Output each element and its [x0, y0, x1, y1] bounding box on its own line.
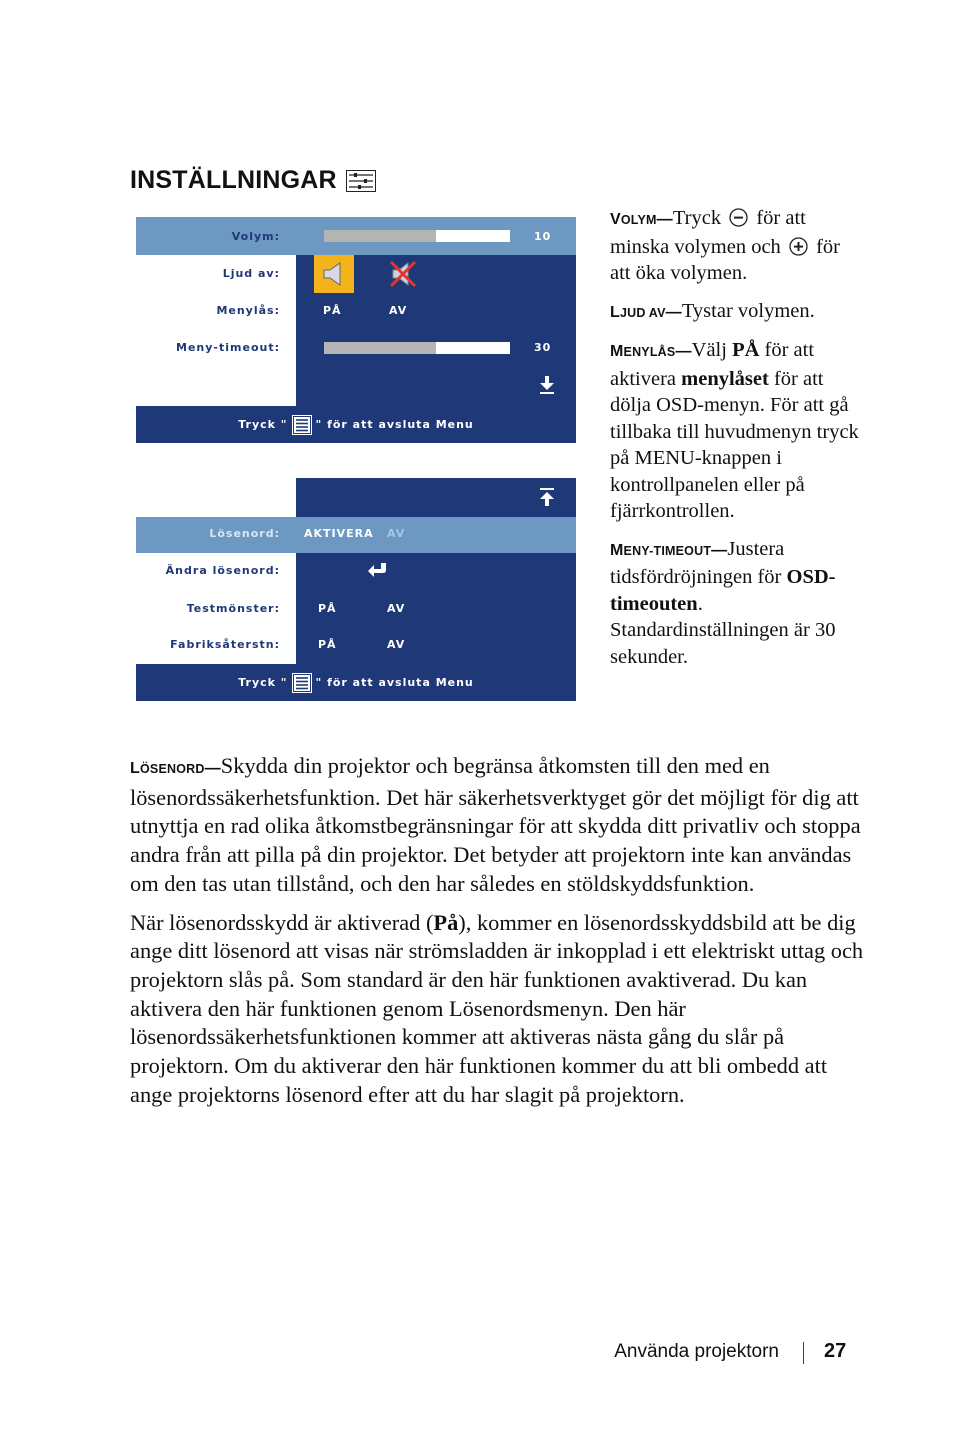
osd-label-fabriksaterstn: Fabriksåterstn:: [170, 638, 280, 651]
settings-sliders-icon: [346, 170, 376, 192]
page-title-text: INSTÄLLNINGAR: [130, 166, 337, 194]
page-footer: [0, 1338, 954, 1368]
osd-label-andra-losenord: Ändra lösenord:: [165, 564, 280, 577]
volym-description: VOLYM—Tryck för att minska volymen och för att öka volymen.: [610, 207, 840, 284]
losenord-section: [130, 752, 866, 1119]
osd-label-meny-timeout: Meny-timeout:: [176, 341, 280, 354]
meny-timeout-value: 30: [534, 341, 552, 354]
settings-descriptions: [610, 205, 862, 681]
osd-label-losenord: Lösenord:: [209, 527, 280, 540]
osd-label-ljud-av: Ljud av:: [222, 267, 280, 280]
footer-section-title: Använda projektorn: [614, 1341, 779, 1362]
exit-hint-post: " för att avsluta Menu: [315, 676, 474, 689]
footer-divider: [803, 1342, 804, 1364]
volume-value: 10: [534, 230, 552, 243]
ljud-av-heading: LJUD AV—: [610, 303, 682, 321]
menu-button-icon: [292, 415, 312, 435]
exit-hint-post: " för att avsluta Menu: [315, 418, 474, 431]
fabriksaterstn-on-option[interactable]: PÅ: [318, 638, 337, 651]
volume-slider-fill: [324, 230, 436, 242]
osd-settings-menu-page2: [136, 478, 576, 701]
losenord-av-option[interactable]: AV: [387, 527, 406, 540]
meny-timeout-slider-fill: [324, 342, 436, 354]
osd-label-volym: Volym:: [231, 230, 280, 243]
testmonster-on-option[interactable]: PÅ: [318, 602, 337, 615]
minus-button-icon: [729, 208, 748, 227]
osd-settings-menu-page1: [136, 217, 576, 443]
speaker-on-icon[interactable]: [314, 255, 354, 293]
plus-button-icon: [789, 237, 808, 256]
enter-arrow-icon[interactable]: [366, 560, 390, 580]
exit-hint-pre: Tryck ": [238, 418, 288, 431]
osd-label-testmonster: Testmönster:: [186, 602, 280, 615]
menylas-description: MENYLÅS—Välj PÅ för att aktivera menylåset för att dölja OSD-menyn. För att gå tillbaka till huvudmenyn tryck på MENU-knappen i kontrollpanelen eller på fjärrkontrollen.: [610, 339, 859, 522]
osd-exit-hint: [136, 406, 576, 443]
exit-hint-pre: Tryck ": [238, 676, 288, 689]
menu-button-icon: [292, 673, 312, 693]
fabriksaterstn-off-option[interactable]: AV: [387, 638, 406, 651]
menylas-off-option[interactable]: AV: [389, 304, 408, 317]
scroll-down-icon[interactable]: [538, 375, 556, 395]
menylas-heading: MENYLÅS—: [610, 343, 692, 360]
meny-timeout-slider[interactable]: [324, 342, 510, 354]
osd-exit-hint: [136, 664, 576, 701]
meny-timeout-heading: MENY-TIMEOUT—: [610, 541, 728, 559]
losenord-paragraph-1: LÖSENORD—Skydda din projektor och begränsa åtkomsten till den med en lösenordssäkerhetsfunktion. Det här säkerhetsverktyget gör det möjligt för dig att utnyttja en rad olika åtkomstbegränsningar för att skydda ditt privatliv och stoppa andra från att pilla på din projektor. Det betyder att projektorn inte kan användas om den tas utan tillstånd, och den har således en stöldskyddsfunktion.: [130, 753, 861, 896]
page-title: [130, 166, 376, 195]
meny-timeout-description: MENY-TIMEOUT—Justera tidsfördröjningen för OSD-timeouten. Standardinställningen är 30 sekunder.: [610, 537, 836, 668]
testmonster-off-option[interactable]: AV: [387, 602, 406, 615]
scroll-up-icon[interactable]: [538, 487, 556, 507]
volume-slider[interactable]: [324, 230, 510, 242]
losenord-paragraph-2: När lösenordsskydd är aktiverad (På), kommer en lösenordsskyddsbild att be dig ange ditt lösenord att visas när strömsladden är inkopplad i ett elektriskt uttag och projektorn slås på. Som standard är den här funktionen avaktiverad. Du kan aktivera den här funktionen genom Lösenordsmenyn. Den här lösenordssäkerhetsfunktionen kommer att aktiveras nästa gång du slår på projektorn. Om du aktiverar den här funktionen kommer du att bli ombedd att ange projektorns lösenord efter att du har slagit på projektorn.: [130, 909, 864, 1107]
speaker-mute-icon[interactable]: [386, 257, 420, 291]
page-number: 27: [824, 1340, 847, 1362]
menylas-on-option[interactable]: PÅ: [323, 304, 342, 317]
losenord-heading: LÖSENORD—: [130, 760, 221, 777]
volym-heading: VOLYM—: [610, 211, 673, 228]
losenord-aktivera-option[interactable]: AKTIVERA: [304, 527, 374, 540]
ljud-av-description: LJUD AV—Tystar volymen.: [610, 299, 815, 322]
osd-label-menylas: Menylås:: [216, 304, 280, 317]
